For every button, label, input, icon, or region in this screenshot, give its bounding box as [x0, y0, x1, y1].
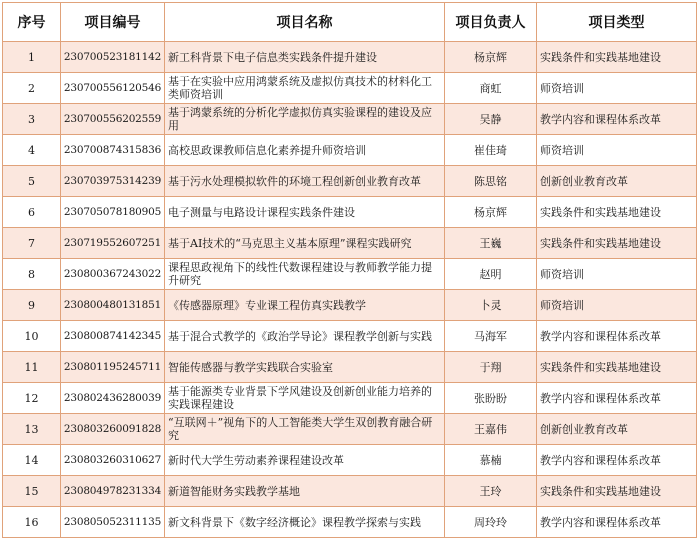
cell-project-code-text: 230800874142345: [63, 329, 162, 342]
header-project-leader: 项目负责人: [445, 3, 537, 42]
cell-project-name-text: 新道智能财务实践教学基地: [168, 484, 300, 498]
cell-seq: [3, 73, 61, 104]
cell-project-leader: [445, 321, 537, 352]
cell-project-name-text: 新时代大学生劳动素养课程建设改革: [168, 453, 344, 467]
cell-seq: [3, 197, 61, 228]
cell-project-type-text: 师资培训: [540, 143, 584, 157]
cell-seq-text: 4: [28, 143, 35, 157]
cell-seq: [3, 476, 61, 507]
cell-project-type: [537, 290, 697, 321]
cell-seq-text: 7: [28, 236, 35, 250]
cell-seq: [3, 42, 61, 73]
cell-project-type: [537, 383, 697, 414]
cell-project-code-text: 230800480131851: [63, 298, 162, 311]
cell-project-name-text: 高校思政课教师信息化素养提升师资培训: [168, 143, 366, 157]
cell-project-leader: [445, 414, 537, 445]
cell-project-leader: [445, 104, 537, 135]
cell-project-code-text: 230803260310627: [63, 453, 162, 466]
cell-project-name: [165, 73, 445, 104]
cell-project-type: [537, 414, 697, 445]
cell-project-type-text: 教学内容和课程体系改革: [540, 112, 661, 126]
table-row: [3, 352, 697, 383]
cell-seq: [3, 507, 61, 538]
table-row: [3, 228, 697, 259]
table-row: [3, 259, 697, 290]
cell-project-code: [61, 321, 165, 352]
cell-seq: [3, 290, 61, 321]
cell-project-code-text: 230700874315836: [63, 143, 162, 156]
header-seq: 序号: [3, 3, 61, 42]
cell-seq-text: 8: [28, 267, 35, 281]
cell-project-leader: [445, 73, 537, 104]
cell-project-type: [537, 352, 697, 383]
cell-project-code: [61, 73, 165, 104]
cell-project-leader-text: 商虹: [479, 81, 502, 95]
table-row: [3, 321, 697, 352]
cell-project-type: [537, 228, 697, 259]
cell-seq-text: 3: [28, 112, 35, 126]
cell-project-type: [537, 197, 697, 228]
table-row: [3, 166, 697, 197]
table-row: [3, 104, 697, 135]
cell-project-code-text: 230703975314239: [63, 174, 162, 187]
header-project-name: 项目名称: [165, 3, 445, 42]
table-body: [3, 42, 697, 538]
cell-project-code-text: 230805052311135: [63, 515, 162, 528]
cell-project-leader-text: 张盼盼: [474, 391, 507, 405]
cell-seq: [3, 445, 61, 476]
cell-project-code-text: 230705078180905: [63, 205, 162, 218]
cell-project-code-text: 230700556120546: [63, 81, 162, 94]
cell-project-code-text: 230700556202559: [63, 112, 162, 125]
cell-project-leader: [445, 135, 537, 166]
cell-seq: [3, 228, 61, 259]
table-row: [3, 135, 697, 166]
cell-seq-text: 12: [24, 391, 39, 405]
cell-project-type-text: 实践条件和实践基地建设: [540, 360, 661, 374]
cell-project-name: [165, 414, 445, 445]
cell-seq-text: 10: [24, 329, 39, 343]
cell-project-name: [165, 104, 445, 135]
project-table: [2, 2, 697, 538]
table-header-row: [3, 3, 697, 42]
cell-project-type-text: 教学内容和课程体系改革: [540, 329, 661, 343]
cell-seq: [3, 135, 61, 166]
cell-project-type-text: 教学内容和课程体系改革: [540, 391, 661, 405]
cell-project-leader-text: 崔佳琦: [474, 143, 507, 157]
cell-project-code: [61, 383, 165, 414]
cell-project-leader-text: 慕楠: [479, 453, 502, 467]
cell-project-type-text: 实践条件和实践基地建设: [540, 484, 661, 498]
cell-project-leader-text: 陈思铭: [474, 174, 507, 188]
cell-project-type-text: 师资培训: [540, 298, 584, 312]
cell-project-name-text: 智能传感器与教学实践联合实验室: [168, 360, 333, 374]
cell-project-code: [61, 414, 165, 445]
cell-project-name: [165, 507, 445, 538]
cell-project-type-text: 教学内容和课程体系改革: [540, 453, 661, 467]
table-row: [3, 507, 697, 538]
cell-project-leader-text: 杨京辉: [474, 50, 507, 64]
cell-project-leader-text: 卜灵: [479, 298, 502, 312]
cell-project-name-text: 新工科背景下电子信息类实践条件提升建设: [168, 50, 377, 64]
cell-project-type: [537, 321, 697, 352]
cell-project-type-text: 创新创业教育改革: [540, 422, 628, 436]
cell-project-type-text: 实践条件和实践基地建设: [540, 205, 661, 219]
table-row: [3, 414, 697, 445]
cell-project-name: [165, 445, 445, 476]
cell-project-name: [165, 259, 445, 290]
cell-project-type-text: 教学内容和课程体系改革: [540, 515, 661, 529]
table-row: [3, 42, 697, 73]
cell-project-leader-text: 周玲玲: [474, 515, 507, 529]
cell-project-name-text: 基于在实验中应用鸿蒙系统及虚拟仿真技术的材料化工类师资培训: [168, 75, 432, 101]
cell-project-leader: [445, 197, 537, 228]
cell-seq-text: 15: [24, 484, 39, 498]
cell-seq-text: 14: [24, 453, 39, 467]
cell-project-code-text: 230800367243022: [63, 267, 162, 280]
header-project-code: 项目编号: [61, 3, 165, 42]
cell-seq: [3, 383, 61, 414]
cell-project-name: [165, 290, 445, 321]
cell-project-code: [61, 228, 165, 259]
cell-project-code: [61, 476, 165, 507]
cell-project-name: [165, 228, 445, 259]
cell-seq: [3, 352, 61, 383]
cell-project-name-text: 基于混合式教学的《政治学导论》课程教学创新与实践: [168, 329, 432, 343]
cell-project-name-text: 基于能源类专业背景下学风建设及创新创业能力培养的实践课程建设: [168, 385, 432, 411]
table-row: [3, 197, 697, 228]
table-row: [3, 476, 697, 507]
cell-project-leader-text: 杨京辉: [474, 205, 507, 219]
cell-project-code: [61, 445, 165, 476]
cell-project-code: [61, 259, 165, 290]
cell-project-type: [537, 42, 697, 73]
cell-project-code: [61, 197, 165, 228]
cell-project-name-text: 基于污水处理模拟软件的环境工程创新创业教育改革: [168, 174, 421, 188]
cell-project-code-text: 230803260091828: [63, 422, 162, 435]
cell-seq-text: 11: [24, 360, 39, 374]
cell-project-type-text: 师资培训: [540, 81, 584, 95]
cell-project-name-text: 电子测量与电路设计课程实践条件建设: [168, 205, 355, 219]
cell-seq-text: 13: [24, 422, 39, 436]
cell-project-name-text: 课程思政视角下的线性代数课程建设与教师教学能力提升研究: [168, 261, 432, 287]
cell-project-leader: [445, 259, 537, 290]
cell-project-name: [165, 352, 445, 383]
cell-project-type-text: 实践条件和实践基地建设: [540, 236, 661, 250]
cell-project-name-text: 《传感器原理》专业课工程仿真实践教学: [168, 298, 366, 312]
cell-project-name-text: 新文科背景下《数字经济概论》课程教学探索与实践: [168, 515, 421, 529]
cell-project-leader: [445, 476, 537, 507]
cell-project-leader-text: 赵明: [479, 267, 502, 281]
cell-project-code: [61, 166, 165, 197]
cell-project-type: [537, 445, 697, 476]
cell-project-code: [61, 352, 165, 383]
project-table-container: [2, 2, 696, 538]
cell-seq: [3, 321, 61, 352]
cell-project-type: [537, 166, 697, 197]
cell-project-name-text: 基于鸿蒙系统的分析化学虚拟仿真实验课程的建设及应用: [168, 106, 432, 132]
cell-project-type-text: 师资培训: [540, 267, 584, 281]
cell-project-leader: [445, 507, 537, 538]
cell-project-name: [165, 476, 445, 507]
cell-seq: [3, 259, 61, 290]
cell-project-code: [61, 42, 165, 73]
cell-project-code-text: 230700523181142: [63, 50, 162, 63]
cell-project-leader-text: 于翔: [479, 360, 502, 374]
cell-seq-text: 16: [24, 515, 39, 529]
cell-project-name: [165, 321, 445, 352]
cell-project-code-text: 230804978231334: [63, 484, 162, 497]
table-row: [3, 383, 697, 414]
cell-project-code: [61, 507, 165, 538]
cell-project-code-text: 230719552607251: [63, 236, 162, 249]
table-row: [3, 445, 697, 476]
cell-project-code: [61, 104, 165, 135]
table-row: [3, 290, 697, 321]
cell-project-type-text: 实践条件和实践基地建设: [540, 50, 661, 64]
cell-project-type: [537, 104, 697, 135]
cell-project-leader-text: 王巍: [479, 236, 502, 250]
cell-seq: [3, 104, 61, 135]
cell-project-leader: [445, 290, 537, 321]
cell-project-leader: [445, 383, 537, 414]
cell-project-code: [61, 135, 165, 166]
cell-project-leader: [445, 352, 537, 383]
cell-project-leader-text: 王玲: [479, 484, 502, 498]
cell-seq-text: 9: [28, 298, 35, 312]
cell-project-leader: [445, 42, 537, 73]
cell-project-leader-text: 马海军: [474, 329, 507, 343]
cell-project-type-text: 创新创业教育改革: [540, 174, 628, 188]
cell-project-type: [537, 507, 697, 538]
cell-seq-text: 5: [28, 174, 35, 188]
cell-project-type: [537, 476, 697, 507]
cell-project-name: [165, 197, 445, 228]
table-row: [3, 73, 697, 104]
cell-project-leader: [445, 228, 537, 259]
cell-project-type: [537, 259, 697, 290]
cell-seq-text: 2: [28, 81, 35, 95]
cell-project-code: [61, 290, 165, 321]
cell-project-name: [165, 383, 445, 414]
cell-seq: [3, 414, 61, 445]
cell-project-name: [165, 42, 445, 73]
cell-project-leader: [445, 445, 537, 476]
cell-project-name-text: 基于AI技术的“马克思主义基本原理”课程实践研究: [168, 236, 412, 250]
cell-seq-text: 1: [28, 50, 35, 64]
cell-project-leader-text: 吴静: [479, 112, 502, 126]
cell-project-leader: [445, 166, 537, 197]
cell-project-name: [165, 135, 445, 166]
cell-seq: [3, 166, 61, 197]
cell-project-code-text: 230801195245711: [63, 360, 162, 373]
cell-project-type: [537, 135, 697, 166]
cell-project-type: [537, 73, 697, 104]
header-project-type: 项目类型: [537, 3, 697, 42]
cell-project-leader-text: 王嘉伟: [474, 422, 507, 436]
cell-seq-text: 6: [28, 205, 35, 219]
cell-project-name-text: “互联网＋”视角下的人工智能类大学生双创教育融合研究: [168, 416, 433, 442]
cell-project-code-text: 230802436280039: [63, 391, 162, 404]
cell-project-name: [165, 166, 445, 197]
